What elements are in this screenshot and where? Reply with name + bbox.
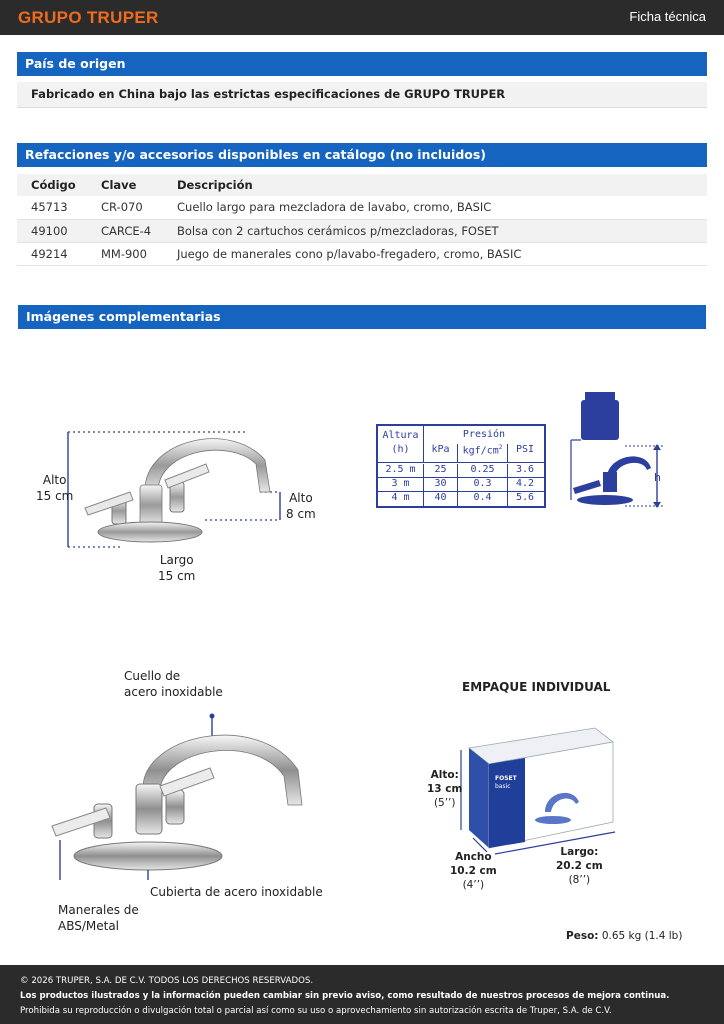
top-bar [0, 0, 724, 35]
table-row [17, 242, 707, 265]
origin-header: País de origen [17, 52, 707, 76]
pkg-largo-cm: 20.2 cm [556, 860, 603, 872]
cubierta-label: Cubierta de acero inoxidable [150, 885, 323, 899]
cell-clave: MM-900 [87, 242, 163, 265]
package-title: EMPAQUE INDIVIDUAL [462, 680, 611, 694]
cuello-label-1: Cuello de [124, 669, 181, 683]
cell-clave: CR-070 [87, 196, 163, 219]
cell-descripcion: Bolsa con 2 cartuchos cerámicos p/mezcladoras, FOSET [163, 219, 707, 242]
pkg-ancho-cm: 10.2 cm [450, 865, 497, 877]
table-row [17, 219, 707, 242]
pkg-alto-label: Alto: [430, 769, 459, 781]
col-descripcion: Descripción [163, 174, 707, 196]
pkg-ancho-label: Ancho [455, 851, 492, 863]
origin-text: Fabricado en China bajo las estrictas especificaciones de GRUPO TRUPER [17, 82, 707, 108]
pressure-row: 4 m 40 0.4 5.6 [378, 492, 544, 506]
alto-value: 15 cm [36, 489, 74, 503]
cell-descripcion: Cuello largo para mezcladora de lavabo, cromo, BASIC [163, 196, 707, 219]
package-box-image [455, 722, 625, 862]
images-header: Imágenes complementarias [18, 305, 706, 329]
pkg-alto-cm: 13 cm [427, 783, 463, 795]
pressure-table [376, 424, 546, 508]
cell-descripcion: Juego de manerales cono p/lavabo-fregadero, cromo, BASIC [163, 242, 707, 265]
pkg-alto-in: (5’’) [433, 797, 456, 809]
pressure-row: 3 m 30 0.3 4.2 [378, 478, 544, 492]
parts-table [17, 174, 707, 266]
manerales-label-2: ABS/Metal [58, 919, 120, 933]
col-altura-unit: (h) [391, 444, 410, 455]
cell-codigo: 49214 [17, 242, 87, 265]
box-sub: basic [495, 783, 511, 790]
cell-codigo: 49100 [17, 219, 87, 242]
alto2-label: Alto [289, 491, 313, 505]
col-altura: Altura [382, 430, 419, 441]
col-psi: PSI [515, 444, 535, 455]
alto-label: Alto [42, 473, 67, 487]
box-brand: FOSET [495, 775, 517, 782]
doc-type: Ficha técnica [629, 9, 706, 24]
table-row [17, 196, 707, 219]
pkg-largo-in: (8’’) [568, 874, 591, 886]
table-header-row [17, 174, 707, 196]
peso: Peso: 0.65 kg (1.4 lb) [566, 930, 683, 942]
largo-value: 15 cm [158, 569, 196, 583]
h-label: h [654, 471, 661, 484]
pressure-row: 2.5 m 25 0.25 3.6 [378, 464, 544, 478]
alto2-value: 8 cm [286, 507, 316, 521]
cell-clave: CARCE-4 [87, 219, 163, 242]
water-tank-diagram [565, 388, 675, 513]
col-presion: Presión [462, 429, 506, 440]
manerales-label-1: Manerales de [58, 903, 139, 917]
footer-copyright: © 2026 TRUPER, S.A. DE C.V. TODOS LOS DERECHOS RESERVADOS. [20, 976, 314, 986]
brand-logo: GRUPO TRUPER [18, 8, 159, 27]
faucet-features-image [48, 710, 318, 880]
largo-label: Largo [159, 553, 194, 567]
col-kpa: kPa [424, 444, 458, 462]
col-clave: Clave [87, 174, 163, 196]
footer-notice: Los productos ilustrados y la información pueden cambiar sin previo aviso, como resultado de nuestros procesos de mejora continua. [20, 991, 670, 1001]
col-kgf: kgf/$cm^2$ [458, 444, 508, 462]
cuello-label-2: acero inoxidable [124, 685, 223, 699]
footer [0, 965, 724, 1024]
pkg-largo-label: Largo: [560, 846, 599, 858]
cell-codigo: 45713 [17, 196, 87, 219]
col-codigo: Código [17, 174, 87, 196]
pkg-ancho-in: (4’’) [462, 879, 485, 891]
parts-header: Refacciones y/o accesorios disponibles en catálogo (no incluidos) [17, 143, 707, 167]
footer-legal: Prohibida su reproducción o divulgación total o parcial así como su uso o aprovechamiento sin autorización escrita de Truper, S.A. de C.V. [20, 1006, 612, 1016]
